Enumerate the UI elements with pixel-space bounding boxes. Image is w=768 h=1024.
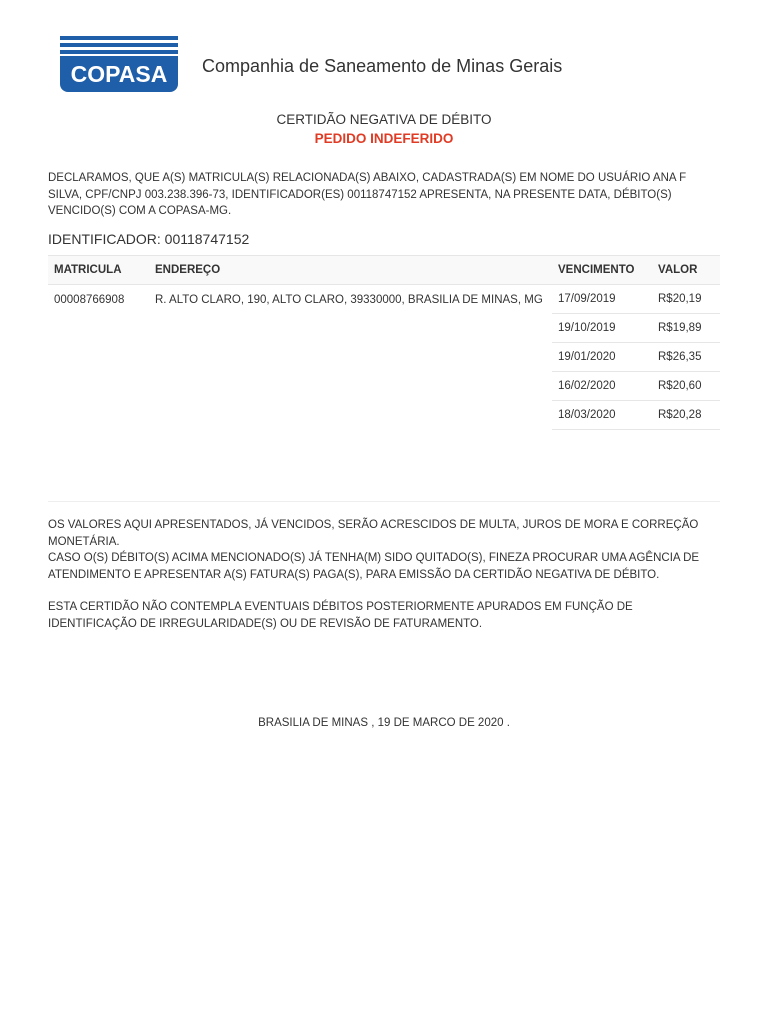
company-name: Companhia de Saneamento de Minas Gerais: [202, 55, 563, 76]
header-valor: VALOR: [652, 256, 720, 285]
notes-section: [48, 517, 723, 632]
logo-text: COPASA: [60, 56, 178, 92]
matricula-cell: 00008766908: [54, 294, 125, 306]
valor-cell: R$26,35: [652, 343, 720, 372]
copasa-logo: [60, 36, 178, 92]
debts-table: [48, 255, 720, 430]
note-disclaimer: ESTA CERTIDÃO NÃO CONTEMPLA EVENTUAIS DÉBITOS POSTERIORMENTE APURADOS EM FUNÇÃO DE IDENTIFICAÇÃO DE IRREGULARIDADE(S) OU DE REVISÃO DE FATURAMENTO.: [48, 601, 633, 630]
vencimento-cell: 19/10/2019: [552, 314, 652, 343]
valor-cell: R$20,19: [652, 285, 720, 314]
status-badge: PEDIDO INDEFERIDO: [314, 131, 454, 146]
section-divider: [48, 501, 720, 502]
endereco-cell: R. ALTO CLARO, 190, ALTO CLARO, 39330000, BRASILIA DE MINAS, MG: [155, 294, 543, 306]
declaration-text: DECLARAMOS, QUE A(S) MATRICULA(S) RELACIONADA(S) ABAIXO, CADASTRADA(S) EM NOME DO USUÁRIO ANA F SILVA, CPF/CNPJ 003.238.396-73, IDENTIFICADOR(ES) 00118747152 APRESENTA, NA PRESENTE DATA, DÉBITO(S) VENCIDO(S) COM A COPASA-MG.: [48, 172, 687, 217]
note-paid: CASO O(S) DÉBITO(S) ACIMA MENCIONADO(S) JÁ TENHA(M) SIDO QUITADO(S), FINEZA PROCURAR UMA AGÊNCIA DE ATENDIMENTO E APRESENTAR A(S) FATURA(S) PAGA(S), PARA EMISSÃO DA CERTIDÃO NEGATIVA DE DÉBITO.: [48, 552, 700, 581]
table-row: [48, 285, 720, 314]
header: [60, 36, 562, 92]
title-block: [0, 112, 768, 146]
note-interest: OS VALORES AQUI APRESENTADOS, JÁ VENCIDOS, SERÃO ACRESCIDOS DE MULTA, JUROS DE MORA E CORREÇÃO MONETÁRIA.: [48, 519, 699, 548]
vencimento-cell: 16/02/2020: [552, 372, 652, 401]
document-title: CERTIDÃO NEGATIVA DE DÉBITO: [276, 112, 492, 127]
identifier-line: IDENTIFICADOR: 00118747152: [48, 231, 250, 247]
header-vencimento: VENCIMENTO: [552, 256, 652, 285]
valor-cell: R$20,60: [652, 372, 720, 401]
vencimento-cell: 19/01/2020: [552, 343, 652, 372]
table-header-row: [48, 256, 720, 285]
valor-cell: R$19,89: [652, 314, 720, 343]
vencimento-cell: 17/09/2019: [552, 285, 652, 314]
valor-cell: R$20,28: [652, 401, 720, 430]
place-date: BRASILIA DE MINAS , 19 DE MARCO DE 2020 .: [258, 717, 510, 729]
header-endereco: ENDEREÇO: [149, 256, 552, 285]
vencimento-cell: 18/03/2020: [552, 401, 652, 430]
header-matricula: MATRICULA: [48, 256, 149, 285]
